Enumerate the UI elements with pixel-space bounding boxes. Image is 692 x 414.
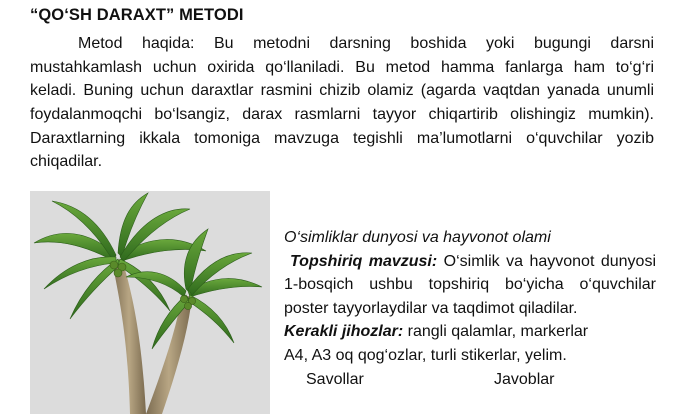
tools-line: A4, A3 oq qog‘ozlar, turli stikerlar, yelim. <box>284 346 567 364</box>
method-description <box>30 32 654 174</box>
qa-header-row <box>284 368 656 392</box>
task-line <box>284 250 656 274</box>
paragraph-line: keladi. Buning uchun daraxtlar rasmini chizib olamiz (agarda vaqtdan yanada unumli <box>30 82 654 100</box>
answers-label: Javoblar <box>494 370 555 388</box>
paragraph-line: Metod haqida: Bu metodni darsning boshida yoki bugungi darsni <box>78 35 654 52</box>
task-line: poster tayyorlaydilar va taqdimot qiladilar. <box>284 299 578 317</box>
task-line: 1-bosqich ushbu topshiriq bo‘yicha o‘quvchilar <box>284 276 656 294</box>
paragraph-line: mustahkamlash uchun oxirida qo‘llaniladi. Bu metod hamma fanlarga ham to‘g‘ri <box>30 58 654 76</box>
task-text: O‘simlik va hayvonot dunyosi <box>443 252 656 270</box>
questions-label: Savollar <box>306 370 364 388</box>
paragraph-line: chiqadilar. <box>30 153 103 171</box>
tools-text: rangli qalamlar, markerlar <box>407 323 589 341</box>
tools-label: Kerakli jihozlar: <box>284 323 404 341</box>
tools-line <box>284 320 656 344</box>
topic-line: O‘simliklar dunyosi va hayvonot olami <box>284 229 551 246</box>
palm-trees-image <box>30 191 270 414</box>
palm-trees-icon <box>30 191 270 414</box>
task-label: Topshiriq mavzusi: <box>290 252 438 270</box>
paragraph-line: Daraxtlarning ikkala tomoniga mavzuga tegishli ma’lumotlarni o‘quvchilar yozib <box>30 129 654 147</box>
paragraph-line: foydalanmoqchi bo‘lsangiz, darax rasmlarni tayyor chiqartirib olishingiz mumkin). <box>30 106 654 124</box>
task-section <box>284 226 656 391</box>
document-title: “QO‘SH DARAXT” METODI <box>30 6 244 24</box>
